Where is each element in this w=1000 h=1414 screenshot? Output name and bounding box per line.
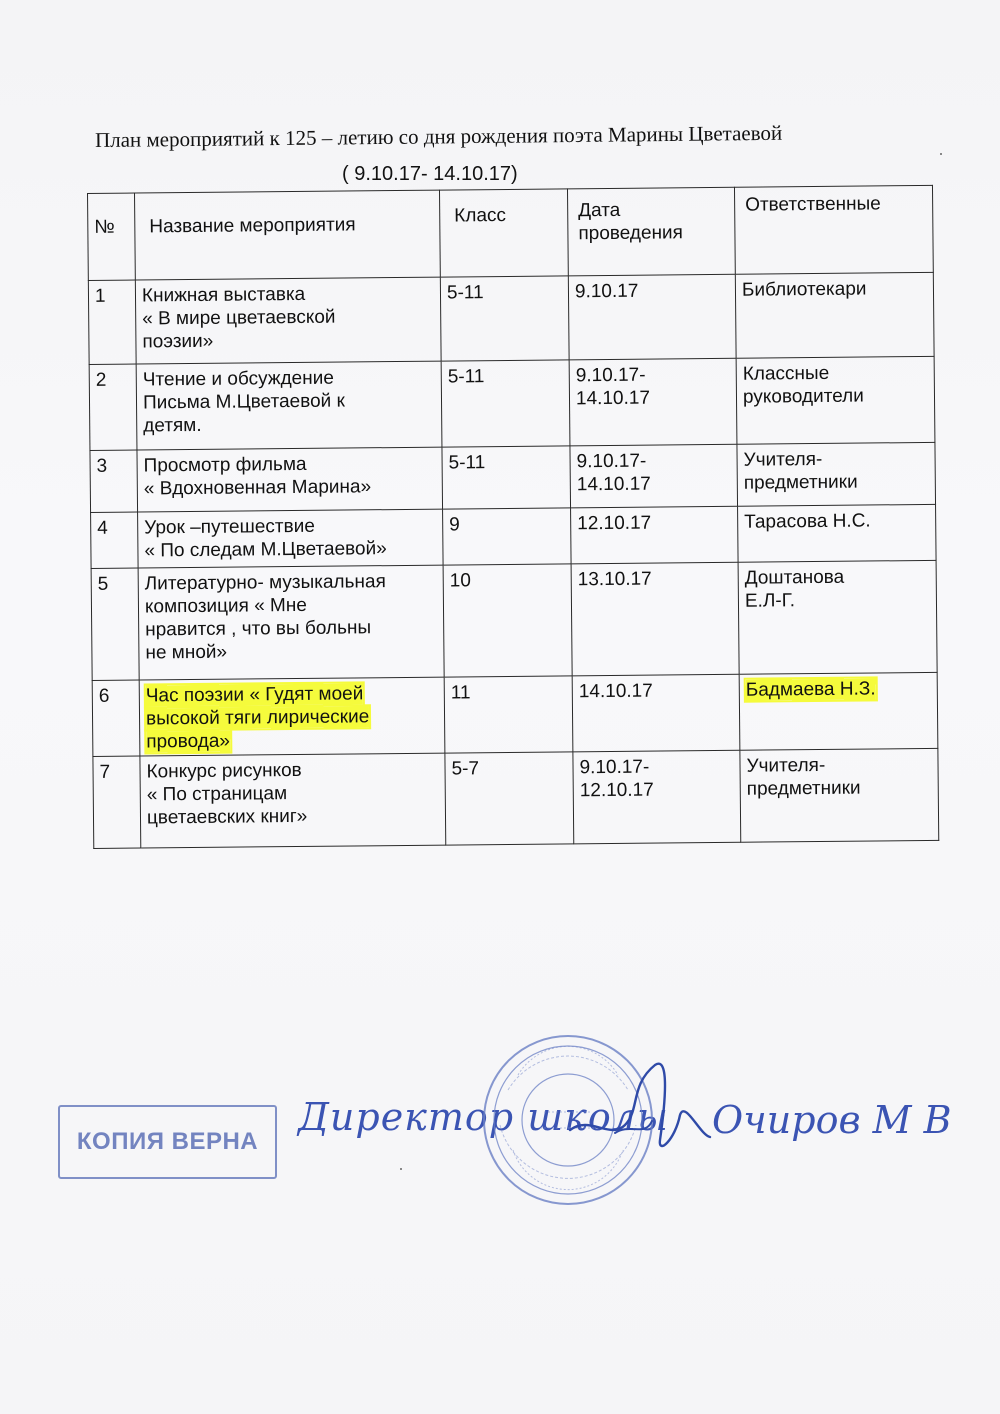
cell-number: 4 <box>91 512 139 568</box>
responsible-line: руководители <box>742 385 864 408</box>
responsible-line: предметники <box>743 471 858 494</box>
header-responsible: Ответственные <box>734 185 933 274</box>
cell-responsible <box>739 672 938 750</box>
cell-date <box>573 750 741 844</box>
event-name-line: Чтение и обсуждение <box>142 367 334 391</box>
event-name-line: нравится , что вы больны <box>145 617 372 641</box>
cell-class: 5-11 <box>441 360 570 447</box>
event-name-line: Урок –путешествие <box>144 515 315 539</box>
cell-number: 5 <box>91 568 139 680</box>
cell-date <box>571 562 739 676</box>
responsible-line-highlight: Бадмаева Н.З. <box>745 678 876 701</box>
table-row <box>88 272 934 364</box>
cell-number: 2 <box>89 364 137 450</box>
event-name-line-highlight: Час поэзии « Гудят моей <box>145 683 364 707</box>
event-name-line: Литературно- музыкальная <box>144 571 386 595</box>
cell-class: 9 <box>443 508 572 565</box>
cell-number: 7 <box>93 756 141 848</box>
cell-class: 5-7 <box>445 752 574 845</box>
event-name-line <box>146 705 438 731</box>
signature-name: Очиров М В <box>712 1098 952 1142</box>
cell-class: 5-11 <box>442 446 571 509</box>
cell-event-name <box>140 753 446 848</box>
cell-class: 5-11 <box>440 276 569 361</box>
responsible-line <box>746 677 931 702</box>
responsible-line: Доштанова <box>744 566 845 589</box>
cell-class: 10 <box>443 564 572 677</box>
event-name-line: цветаевских книг» <box>146 805 308 829</box>
responsible-line: Учителя- <box>743 448 823 471</box>
cell-number: 3 <box>90 450 138 512</box>
date-line: 12.10.17 <box>577 512 652 535</box>
event-name-line: Книжная выставка <box>141 283 306 307</box>
responsible-line: Тарасова Н.С. <box>744 510 871 533</box>
document-title: План мероприятий к 125 – летию со дня рождения поэта Марины Цветаевой <box>94 120 783 152</box>
date-line: 9.10.17- <box>576 450 647 473</box>
cell-number: 6 <box>92 680 140 756</box>
header-date-line1: Дата <box>578 199 621 222</box>
event-name-line: Письма М.Цветаевой к <box>142 390 345 414</box>
event-name-line: Конкурс рисунков <box>146 759 302 783</box>
event-name-line: поэзии» <box>142 330 214 353</box>
table-header-row <box>88 185 934 280</box>
cell-date <box>572 674 740 752</box>
table-row <box>91 504 936 568</box>
event-name-line <box>146 682 438 708</box>
responsible-line: Библиотекари <box>741 278 867 301</box>
responsible-line: Е.Л-Г. <box>744 590 796 612</box>
event-name-line: « По следам М.Цветаевой» <box>144 538 387 562</box>
event-name-line-highlight: провода» <box>146 730 231 753</box>
date-line: 9.10.17- <box>579 756 650 779</box>
event-name-line: « В мире цветаевской <box>142 306 336 330</box>
date-line: 12.10.17 <box>579 779 654 802</box>
events-table <box>87 185 939 849</box>
table-row <box>90 442 936 512</box>
cell-event-name <box>137 447 443 512</box>
date-line: 14.10.17 <box>575 387 651 410</box>
cell-responsible <box>738 560 937 674</box>
cell-event-name <box>138 565 444 680</box>
event-name-line: композиция « Мне <box>144 594 307 618</box>
event-name-line: « По страницам <box>146 783 288 806</box>
date-line: 14.10.17 <box>576 473 651 496</box>
cell-event-name <box>139 677 445 756</box>
cell-class: 11 <box>444 676 573 753</box>
table-body <box>88 272 938 848</box>
event-name-line: не мной» <box>145 641 228 664</box>
cell-responsible <box>735 272 934 358</box>
event-name-line: Просмотр фильма <box>143 453 307 477</box>
header-date-line2: проведения <box>578 222 684 245</box>
paper-speck <box>940 153 942 155</box>
event-name-line: детям. <box>143 414 202 437</box>
date-line: 9.10.17- <box>575 364 646 387</box>
date-line: 9.10.17 <box>574 280 639 303</box>
handwritten-signature-icon <box>560 1045 720 1165</box>
cell-responsible <box>740 748 939 842</box>
table-row <box>91 560 937 680</box>
cell-date <box>571 506 739 564</box>
header-num: № <box>88 193 136 280</box>
document-subtitle: ( 9.10.17- 14.10.17) <box>342 163 518 185</box>
event-name-line: « Вдохновенная Марина» <box>143 476 372 500</box>
responsible-line: предметники <box>746 777 861 800</box>
table-row <box>92 672 938 756</box>
cell-responsible <box>738 504 937 562</box>
header-name: Название мероприятия <box>135 190 441 280</box>
cell-event-name <box>136 361 442 450</box>
header-date <box>567 187 735 276</box>
event-name-line <box>146 728 438 754</box>
cell-date <box>569 358 737 446</box>
cell-event-name <box>138 509 444 568</box>
date-line: 14.10.17 <box>578 680 653 703</box>
table-row <box>89 356 935 450</box>
cell-number: 1 <box>88 280 136 364</box>
paper-speck <box>400 1168 402 1170</box>
cell-date <box>568 274 736 360</box>
header-class: Класс <box>439 189 568 277</box>
table-row <box>93 748 939 848</box>
date-line: 13.10.17 <box>577 568 652 591</box>
responsible-line: Классные <box>742 362 830 385</box>
responsible-line: Учителя- <box>746 754 826 777</box>
cell-event-name <box>135 277 441 364</box>
signature-position: Директор школы <box>298 1095 669 1139</box>
cell-responsible <box>737 442 936 506</box>
cell-date <box>570 444 738 508</box>
events-table-wrapper <box>87 185 939 849</box>
cell-responsible <box>736 356 935 444</box>
copy-certified-stamp: КОПИЯ ВЕРНА <box>58 1105 277 1179</box>
event-name-line-highlight: высокой тяги лирические <box>145 706 370 730</box>
